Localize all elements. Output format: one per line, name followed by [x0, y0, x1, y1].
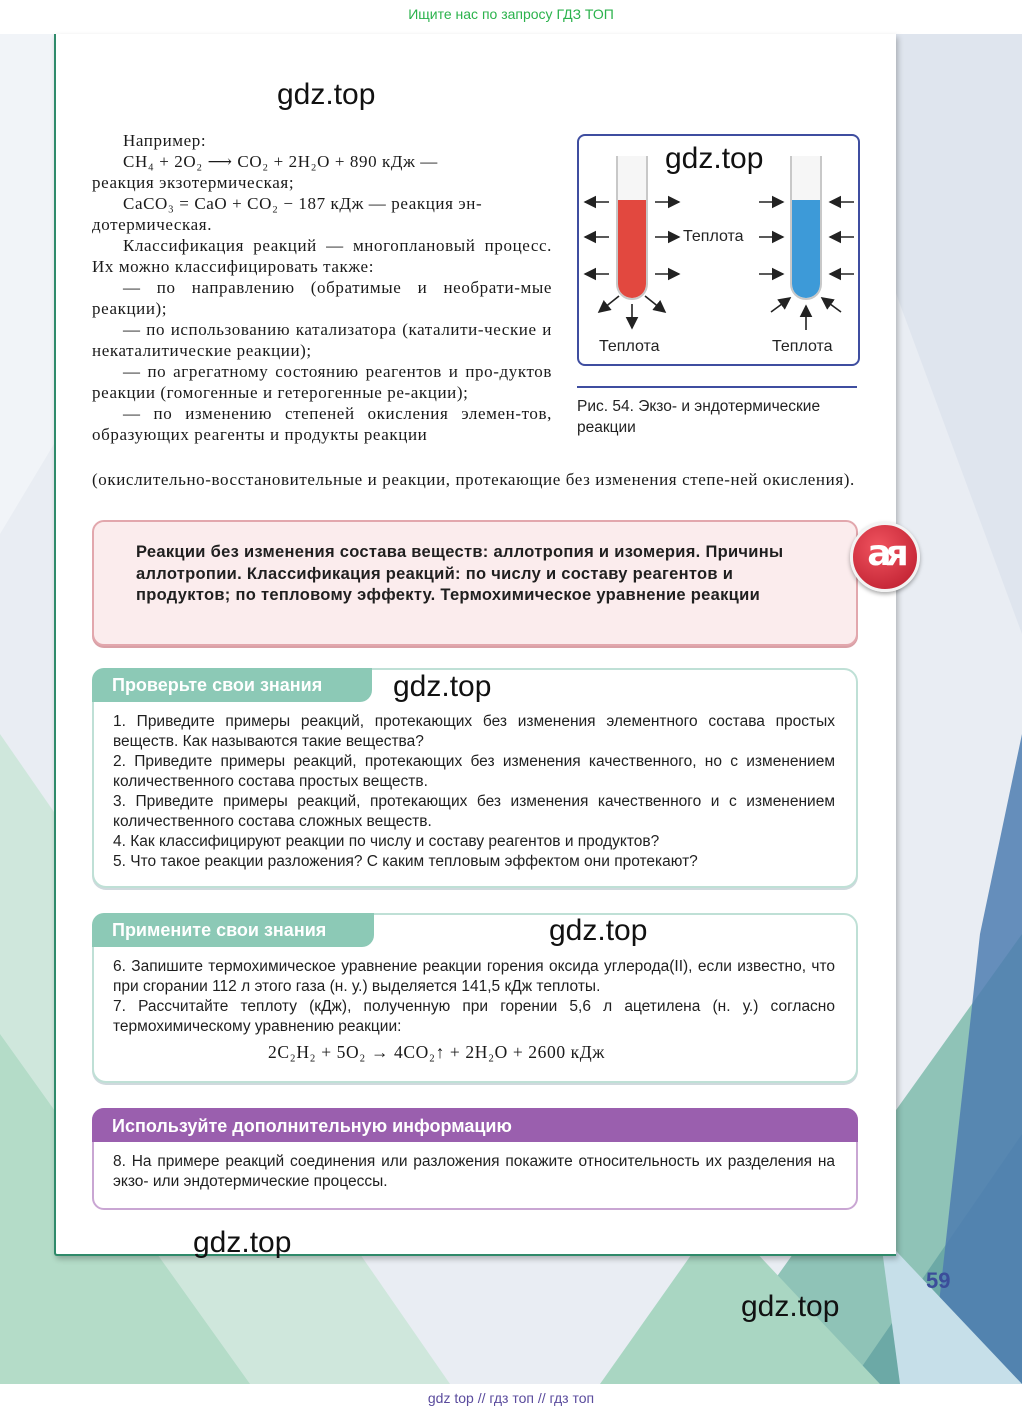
heat-label-right: Теплота	[772, 338, 833, 355]
thermochemical-equation: 2C₂H₂ + 5O₂ → 4CO₂↑ + 2H₂O + 2600 кДж	[268, 1042, 606, 1062]
top-banner	[0, 0, 1022, 34]
top-banner-text: Ищите нас по запросу ГДЗ ТОП	[408, 6, 614, 22]
reaction-2: CaCO₃ = CaO + CO₂ − 187 кДж — реакция эн-	[123, 194, 483, 213]
reaction-1: CH₄ + 2O₂ ⟶ CO₂ + 2H₂O + 890 кДж —	[123, 152, 438, 171]
question-item: 1. Приведите примеры реакций, протекающих без изменения элементного состава простых веществ. Как называются такие вещества?	[113, 713, 835, 750]
list-item: — по изменению степеней окисления элемен-тов, образующих реагенты и продукты реакции	[92, 404, 552, 444]
watermark: gdz.top	[665, 142, 764, 175]
question-item: 5. Что такое реакции разложения? С каким тепловым эффектом они протекают?	[113, 853, 698, 870]
key-terms-box	[92, 520, 858, 646]
heat-label-center: Теплота	[683, 228, 744, 245]
watermark: gdz.top	[549, 914, 648, 947]
intro-text	[92, 130, 552, 445]
question-item: 4. Как классифицируют реакции по числу и составу реагентов и продуктов?	[113, 833, 660, 850]
check-knowledge-title: Проверьте свои знания	[92, 668, 372, 702]
watermark: gdz.top	[741, 1290, 840, 1323]
reaction-2-desc: дотермическая.	[92, 215, 213, 234]
question-item: 3. Приведите примеры реакций, протекающих без изменения качественного и с изменением количественного состава сложных веществ.	[113, 793, 835, 830]
list-item: — по агрегатному состоянию реагентов и про-дуктов реакции (гомогенные и гетерогенные ре-акции);	[92, 362, 552, 402]
reaction-1-desc: реакция экзотермическая;	[92, 173, 295, 192]
endo-liquid	[792, 200, 820, 298]
question-item: 7. Рассчитайте теплоту (кДж), полученную при горении 5,6 л ацетилена (н. у.) согласно термохимическому уравнению реакции:	[113, 998, 835, 1035]
intro-text-wide	[92, 469, 857, 490]
question-item: 6. Запишите термохимическое уравнение реакции горения оксида углерода(II), если известно, что при сгорании 112 л этого газа (н. у.) выделяется 141,5 кДж теплоты.	[113, 958, 835, 995]
bottom-banner	[0, 1384, 1022, 1416]
extra-info-title: Используйте дополнительную информацию	[92, 1108, 858, 1142]
glossary-logo-text: ая	[867, 533, 903, 574]
glossary-logo-icon	[850, 522, 920, 592]
heat-label-left: Теплота	[599, 338, 660, 355]
check-knowledge-questions	[113, 712, 835, 872]
watermark: gdz.top	[277, 78, 376, 111]
example-label: Например:	[123, 131, 207, 150]
key-terms-text: Реакции без изменения состава веществ: аллотропия и изомерия. Причины аллотропии. Классификация реакций: по числу и составу реагентов и продуктов; по тепловому эффекту. Термохимическое уравнение реакции	[136, 543, 784, 604]
extra-info-questions	[113, 1152, 835, 1192]
caption-divider	[577, 386, 857, 388]
classification-text: Классификация реакций — многоплановый процесс. Их можно классифицировать также:	[92, 236, 552, 276]
list-item: — по направлению (обратимые и необрати-мые реакции);	[92, 278, 552, 318]
apply-knowledge-title: Примените свои знания	[92, 913, 374, 947]
question-item: 8. На примере реакций соединения или разложения покажите относительность их разделения на экзо- или эндотермические процессы.	[113, 1153, 835, 1190]
exo-liquid	[618, 200, 646, 298]
apply-knowledge-questions	[113, 957, 835, 1037]
figure-caption: Рис. 54. Экзо- и эндотермические реакции	[577, 398, 821, 436]
list-item: — по использованию катализатора (каталити-ческие и некаталитические реакции);	[92, 320, 552, 360]
page-number: 59	[926, 1268, 951, 1293]
list-item-end: (окислительно-восстановительные и реакции, протекающие без изменения степе-ней окисления).	[92, 470, 855, 489]
watermark: gdz.top	[393, 670, 492, 703]
bottom-banner-text: gdz top // гдз топ // гдз топ	[427, 1390, 595, 1406]
watermark: gdz.top	[193, 1226, 292, 1259]
question-item: 2. Приведите примеры реакций, протекающих без изменения качественного, но с изменением количественного состава простых веществ.	[113, 753, 835, 790]
